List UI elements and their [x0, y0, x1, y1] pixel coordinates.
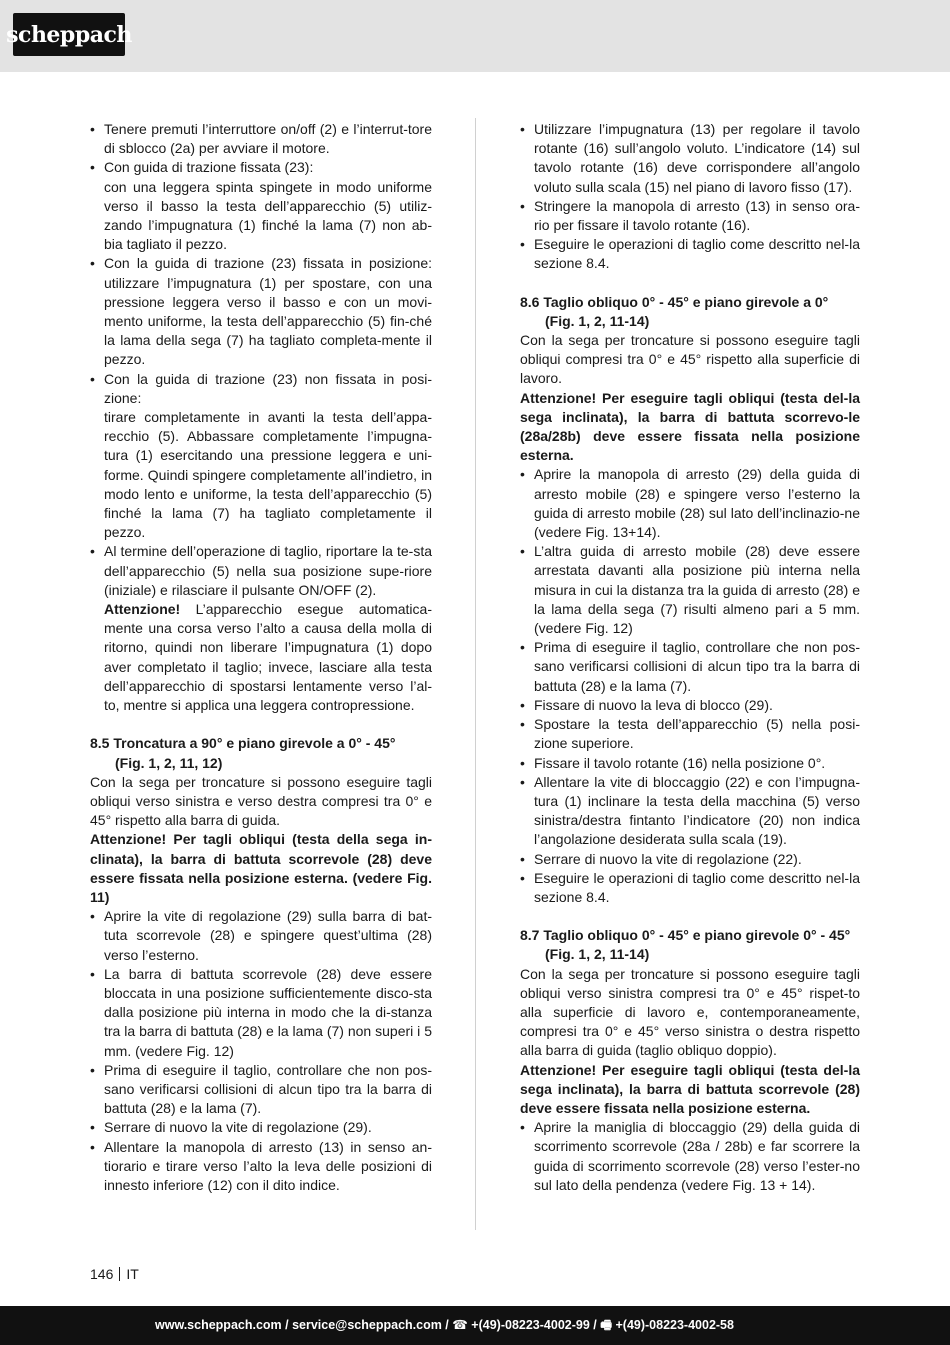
list-item: • Spostare la testa dell’apparecchio (5) nella posi-zione superiore.	[520, 715, 860, 753]
list-item-lead: • Con guida di trazione fissata (23):	[104, 159, 314, 176]
list-item: • Prima di eseguire il taglio, controllare che non pos-sano verificarsi collisioni di alcun tipo tra la barra di battuta (28) e la lama (7).	[520, 638, 860, 696]
list-item	[90, 370, 432, 543]
section-heading-8-5	[90, 734, 432, 772]
list-item-lead: • Con la guida di trazione (23) non fissata in posi-zione:	[104, 370, 432, 406]
page-number-value: 146	[90, 1266, 114, 1282]
section-figref: (Fig. 1, 2, 11-14)	[545, 946, 650, 963]
list-item: • Tenere premuti l’interruttore on/off (2) e l’interrut-tore di sblocco (2a) per avviare il motore.	[90, 120, 432, 158]
list-item: • Serrare di nuovo la vite di regolazione (29).	[90, 1118, 432, 1137]
brand-logo	[6, 13, 132, 56]
list-item: • Serrare di nuovo la vite di regolazione (22).	[520, 850, 860, 869]
list-item: • Allentare la vite di bloccaggio (22) e con l’impugna-tura (1) inclinare la testa della macchina (5) verso sinistra/destra fintanto l’indicatore (20) non indica l’angolazione desiderata sulla scala (19).	[520, 773, 860, 850]
list-item: • Eseguire le operazioni di taglio come descritto nel-la sezione 8.4.	[520, 235, 860, 273]
list-item-warning	[104, 600, 432, 715]
section-heading-8-6	[520, 293, 860, 331]
list-item-text: • Al termine dell’operazione di taglio, riportare la te-sta dell’apparecchio (5) nella sua posizione supe-riore (iniziale) e rilasciare il pulsante ON/OFF (2).	[104, 543, 432, 598]
page-language: IT	[126, 1266, 139, 1282]
list-item	[90, 158, 432, 254]
section-title: 8.6 Taglio obliquo 0° - 45° e piano girevole a 0°	[520, 293, 829, 310]
list-item: • Aprire la vite di regolazione (29) sulla barra di bat-tuta scorrevole (28) e spingere quest’ultima (28) verso l’esterno.	[90, 907, 432, 965]
list-item-text: con una leggera spinta spingete in modo uniforme verso il basso la testa dell’apparecchio (5) utiliz-zando l’impugnatura (1) finché la lama (7) non ab-bia tagliato il pezzo.	[104, 178, 432, 253]
right-column	[520, 120, 860, 1195]
list-item: • Allentare la manopola di arresto (13) in senso an-tiorario e tirare verso l’alto la leva delle posizioni di innesto inferiore (12) con il dito indice.	[90, 1138, 432, 1196]
section-title: 8.5 Troncatura a 90° e piano girevole a 0° - 45°	[90, 735, 396, 752]
list-item: • Con la guida di trazione (23) fissata in posizione: utilizzare l’impugnatura (1) per spostare, con una pressione leggera verso il basso e con un movi-mento uniforme, la testa dell’apparecchio (5) fin-ché la lama della sega (7) ha tagliato completa-mente il pezzo.	[90, 254, 432, 369]
page-number	[90, 1266, 139, 1282]
brand-logo-text: scheppach	[6, 21, 132, 48]
warning-text: L’apparecchio esegue automatica-mente una corsa verso l’alto a causa della molla di ritorno, quindi non liberare l’impugnatura (1) dopo aver completato il taglio; invece, lasciare alla testa dell’apparecchio di spostarsi lentamente verso l’al-to, mentre si applica una leggera contropressione.	[104, 601, 432, 714]
list-item: • Eseguire le operazioni di taglio come descritto nel-la sezione 8.4.	[520, 869, 860, 907]
list-item: • Aprire la manopola di arresto (29) della guida di arresto mobile (28) e spingere verso l’esterno la guida di arresto mobile (28) sul lato dell’inclinazio-ne (vedere Fig. 13+14).	[520, 465, 860, 542]
section-warning: Attenzione! Per eseguire tagli obliqui (testa del-la sega inclinata), la barra di battuta scorrevo-le (28a/28b) deve essere fissata nella posizione esterna.	[520, 389, 860, 464]
list-item: • Fissare il tavolo rotante (16) nella posizione 0°.	[520, 754, 860, 773]
list-item: • Prima di eseguire il taglio, controllare che non pos-sano verificarsi collisioni di alcun tipo tra la barra di battuta (28) e la lama (7).	[90, 1061, 432, 1119]
list-item	[90, 542, 432, 715]
list-item-text: tirare completamente in avanti la testa dell’appa-recchio (5). Abbassare completamente l’impugna-tura (1) esercitando una pressione leggera e uni-forme. Quindi spingere completamente all’indietro, in modo lento e uniforme, la testa dell’apparecchio (5) finché la lama (7) ha tagliato completamente il pezzo.	[104, 409, 432, 541]
list-item: • Stringere la manopola di arresto (13) in senso ora-rio per fissare il tavolo rotante (16).	[520, 197, 860, 235]
section-warning: Attenzione! Per tagli obliqui (testa della sega in-clinata), la barra di battuta scorrevole (28) deve essere fissata nella posizione esterna. (vedere Fig. 11)	[90, 831, 432, 905]
footer-contact: www.scheppach.com / service@scheppach.com / ☎ +(49)-08223-4002-99 / 🖷 +(49)-08223-4002-58	[155, 1318, 734, 1332]
section-warning: Attenzione! Per eseguire tagli obliqui (testa del-la sega inclinata), la barra di battuta scorrevole (28) deve essere fissata nella posizione esterna.	[520, 1061, 860, 1116]
section-title: 8.7 Taglio obliquo 0° - 45° e piano girevole 0° - 45°	[520, 927, 851, 944]
section-heading-8-7	[520, 926, 860, 964]
list-item: • La barra di battuta scorrevole (28) deve essere bloccata in una posizione sufficientemente disco-sta dalla posizione più interna in modo che la di-stanza tra la barra di battuta (28) e la lama (7) non superi i 5 mm. (vedere Fig. 12)	[90, 965, 432, 1061]
warning-label: Attenzione!	[104, 601, 181, 618]
section-figref: (Fig. 1, 2, 11, 12)	[115, 754, 223, 771]
list-item: • Fissare di nuovo la leva di blocco (29).	[520, 696, 860, 715]
left-column	[90, 120, 432, 1195]
page-number-separator	[119, 1267, 120, 1281]
section-text: Con la sega per troncature si possono eseguire tagli obliqui verso sinistra e verso destra compresi tra 0° e 45° rispetto alla barra di guida.	[90, 773, 432, 829]
list-item: • Utilizzare l’impugnatura (13) per regolare il tavolo rotante (16) sull’angolo voluto. L’indicatore (14) sul tavolo rotante (16) deve corrispondere all’angolo voluto sulla scala (15) nel piano di lavoro fisso (17).	[520, 120, 860, 197]
column-divider	[475, 118, 476, 1230]
section-text: Con la sega per troncature si possono eseguire tagli obliqui verso sinistra compresi tra 0° e 45° rispet-to alla superficie di lavoro e, contemporaneamente, compresi tra 0° e 45° verso sinistra o destra rispetto alla barra di guida (taglio obliquo doppio).	[520, 965, 860, 1059]
list-item: • L’altra guida di arresto mobile (28) deve essere arrestata davanti alla posizione più interna nella misura in cui la distanza tra la guida di arresto (28) e la lama della sega (7) risulti almeno pari a 5 mm. (vedere Fig. 12)	[520, 542, 860, 638]
header-band	[0, 0, 950, 72]
section-text: Con la sega per troncature si possono eseguire tagli obliqui compresi tra 0° e 45° rispetto alla superficie di lavoro.	[520, 332, 860, 387]
section-figref: (Fig. 1, 2, 11-14)	[545, 312, 650, 329]
list-item: • Aprire la maniglia di bloccaggio (29) della guida di scorrimento scorrevole (28a / 28b) e far scorrere la guida di scorrimento scorrevole (28) verso l’ester-no sul lato della pendenza (vedere Fig. 13 + 14).	[520, 1118, 860, 1195]
